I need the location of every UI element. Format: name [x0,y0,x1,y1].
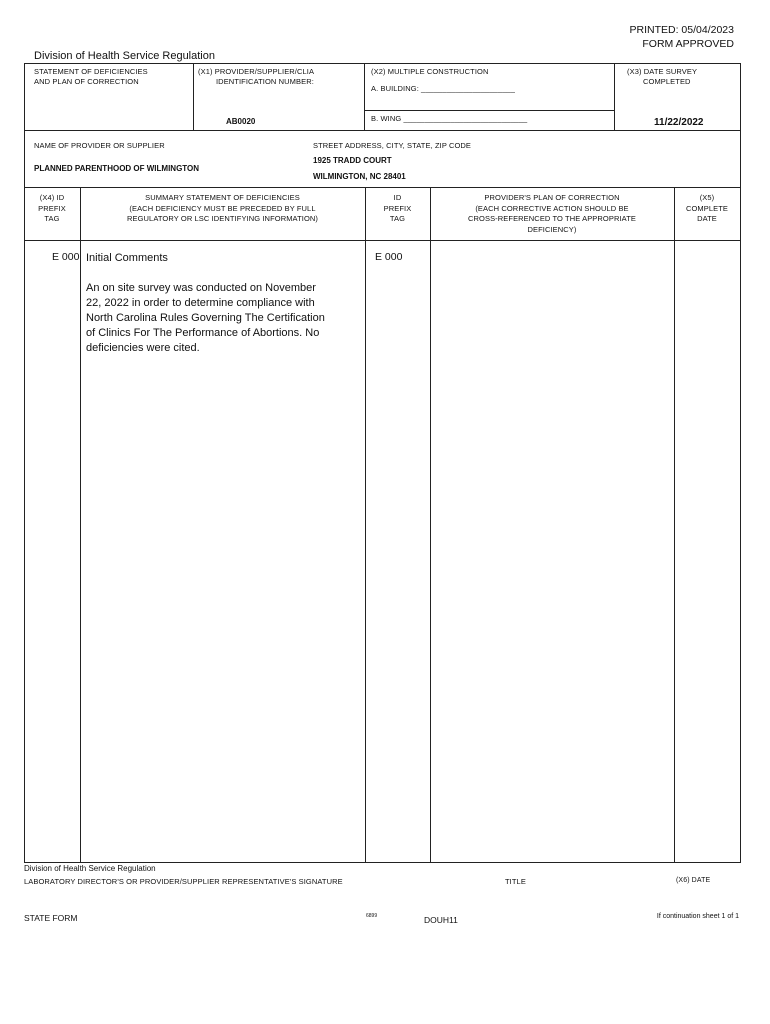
x2-label: (X2) MULTIPLE CONSTRUCTION [371,67,489,76]
survey-paragraph [86,281,325,356]
prefix-tag-right: E 000 [375,251,403,263]
address-line1: 1925 TRADD COURT [313,156,392,165]
paragraph-line: of Clinics For The Performance of Abortions. No [86,327,320,339]
address-label: STREET ADDRESS, CITY, STATE, ZIP CODE [313,141,472,150]
plan-of-correction-header: PROVIDER'S PLAN OF CORRECTION (EACH CORRECTIVE ACTION SHOULD BE CROSS-REFERENCED TO THE APPROPRIATE DEFICIENCY) [468,193,636,234]
id-prefix-header: ID PREFIX TAG [383,193,412,223]
form-number: 6899 [366,913,378,919]
x6-date-label: (X6) DATE [676,877,711,884]
x1-label-line1: (X1) PROVIDER/SUPPLIER/CLIA [198,67,315,76]
x2-building-line: A. BUILDING: ______________________ [371,84,516,93]
state-form-label: STATE FORM [24,913,78,923]
x2-wing-line: B. WING _____________________________ [371,114,528,123]
footer-division: Division of Health Service Regulation [24,864,156,873]
form-approved-label: FORM APPROVED [642,38,734,50]
title-label: TITLE [505,877,526,886]
provider-name-label: NAME OF PROVIDER OR SUPPLIER [34,141,165,150]
paragraph-line: 22, 2022 in order to determine compliance with [86,297,315,309]
printed-date: PRINTED: 05/04/2023 [629,24,734,36]
provider-id-value: AB0020 [226,117,256,126]
survey-date-value: 11/22/2022 [654,117,704,128]
paragraph-line: North Carolina Rules Governing The Certification [86,312,325,324]
signature-label: LABORATORY DIRECTOR'S OR PROVIDER/SUPPLIER REPRESENTATIVE'S SIGNATURE [24,877,343,886]
statement-label-line1: STATEMENT OF DEFICIENCIES [34,67,148,76]
provider-name-value: PLANNED PARENTHOOD OF WILMINGTON [34,164,200,173]
initial-comments-heading: Initial Comments [86,252,168,264]
paragraph-line: deficiencies were cited. [86,342,200,354]
x5-header: (X5) COMPLETE DATE [685,193,729,223]
x1-label-line2: IDENTIFICATION NUMBER: [216,77,314,86]
division-title: Division of Health Service Regulation [34,50,215,62]
prefix-tag-left: E 000 [52,251,80,263]
form-code: DOUH11 [424,915,458,925]
x4-header: (X4) ID PREFIX TAG [38,193,66,223]
continuation-sheet-label: If continuation sheet 1 of 1 [656,913,739,920]
x3-label-line1: (X3) DATE SURVEY [627,67,698,76]
paragraph-line: An on site survey was conducted on November [86,282,316,294]
summary-header: SUMMARY STATEMENT OF DEFICIENCIES (EACH DEFICIENCY MUST BE PRECEDED BY FULL REGULATORY OR LSC IDENTIFYING INFORMATION) [126,193,319,223]
address-line2: WILMINGTON, NC 28401 [313,172,406,181]
x3-label-line2: COMPLETED [643,77,691,86]
statement-label-line2: AND PLAN OF CORRECTION [34,77,139,86]
